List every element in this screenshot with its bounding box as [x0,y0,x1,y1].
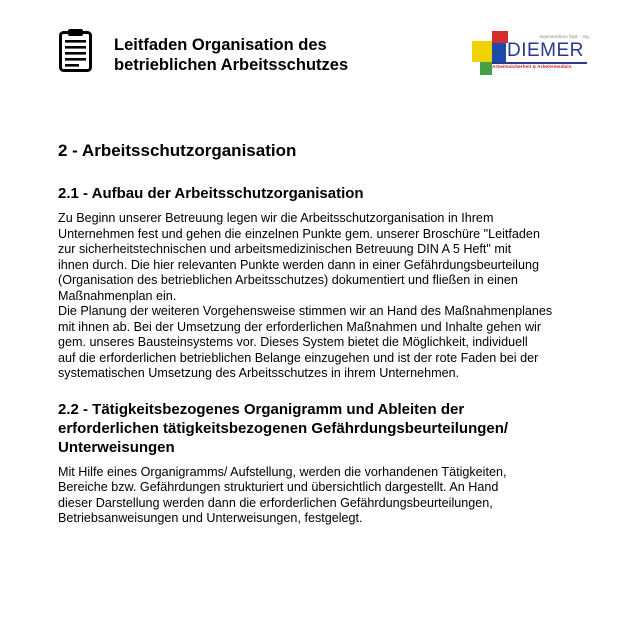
text-line: gem. unseres Bausteinsystems vor. Dieses System bietet die Möglichkeit, individuell [58,335,528,349]
logo-tagline: Arbeitssicherheit & Arbeitsmedizin [492,65,572,70]
text-line: Zu Beginn unserer Betreuung legen wir die Arbeitsschutzorganisation in Ihrem [58,211,494,225]
text-line: Die Planung der weiteren Vorgehensweise stimmen wir an Hand des Maßnahmenplanes [58,304,553,318]
section-2-2 [58,400,588,527]
section-paragraph [58,211,588,382]
heading-line: 2.2 - Tätigkeitsbezogenes Organigramm und Ableiten der [58,400,465,418]
text-line: ihnen durch. Die hier relevanten Punkte werden dann in einer Gefährdungsbeurteilung [58,257,539,272]
heading-line: Unterweisungen [58,438,175,456]
text-line: Mit Hilfe eines Organigramms/ Aufstellung, werden die vorhandenen Tätigkeiten, [58,464,507,479]
document-body [58,140,588,527]
heading-line: erforderlichen tätigkeitsbezogenen Gefährdungsbeurteilungen/ [58,419,509,437]
section-heading: 2.1 - Aufbau der Arbeitsschutzorganisation [58,185,364,202]
chapter-title: 2 - Arbeitsschutzorganisation [58,141,297,160]
document-title-line-2: betrieblichen Arbeitsschutzes [114,56,349,74]
text-line: auf die erforderlichen betrieblichen Belange einzugehen und ist der rote Faden bei der [58,350,539,365]
text-line: systematischen Umsetzung des Arbeitsschutzes in ihrem Unternehmen. [58,366,460,380]
text-line: Bereiche bzw. Gefährdungen strukturiert und übersichtlich dargestellt. An Hand [58,480,499,494]
text-line: mit ihnen ab. Bei der Umsetzung der erforderlichen Maßnahmen und Inhalte gehen wir [58,319,542,334]
text-line: Betriebsanweisungen und Unterweisungen, festgelegt. [58,511,363,525]
text-line: zur sicherheitstechnischen und arbeitsmedizinischen Betreuung DIN A 5 Heft" mit [58,242,512,256]
clipboard-icon [59,28,92,72]
document-title-line-1: Leitfaden Organisation des [114,36,327,54]
text-line: (Organisation des betrieblichen Arbeitsschutzes) dokumentiert und fließen in einen [58,273,518,287]
logo-name: DIEMER [507,40,584,61]
section-heading [58,400,588,457]
document-title [114,35,444,75]
section-paragraph [58,465,588,527]
diemer-logo [472,31,592,77]
text-line: Unternehmen fest und gehen die einzelnen Punkte gem. unserer Broschüre "Leitfaden [58,226,540,241]
section-2-1 [58,184,588,382]
logo-subtitle: Ingenieurbüro Dipl. - Ing. [539,34,590,39]
text-line: dieser Darstellung werden dann die erforderlichen Gefährdungsbeurteilungen, [58,495,493,510]
text-line: Maßnahmenplan ein. [58,288,177,303]
page-header [0,0,621,110]
logo-underline [492,62,587,64]
